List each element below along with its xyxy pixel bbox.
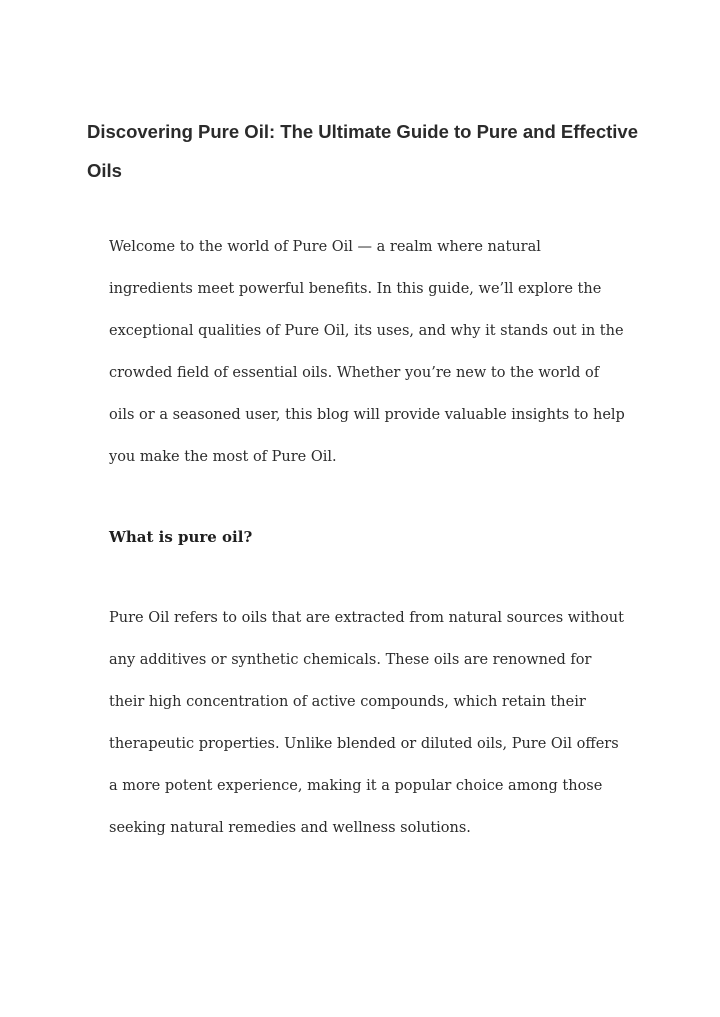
section-paragraph: Pure Oil refers to oils that are extracted from natural sources without any additives or synthetic chemicals. These oils are renowned for their high concentration of active compounds, which retain their therapeutic properties. Unlike blended or diluted oils, Pure Oil offers a more potent experience, making it a popular choice among those seeking natural remedies and wellness solutions. bbox=[109, 610, 624, 836]
intro-paragraph: Welcome to the world of Pure Oil — a realm where natural ingredients meet powerful benefits. In this guide, we’ll explore the exceptional qualities of Pure Oil, its uses, and why it stands out in the crowded field of essential oils. Whether you’re new to the world of oils or a seasoned user, this blog will provide valuable insights to help you make the most of Pure Oil. bbox=[109, 239, 625, 465]
section-heading: What is pure oil? bbox=[109, 528, 253, 546]
page-title: Discovering Pure Oil: The Ultimate Guide to Pure and Effective Oils bbox=[87, 121, 639, 181]
